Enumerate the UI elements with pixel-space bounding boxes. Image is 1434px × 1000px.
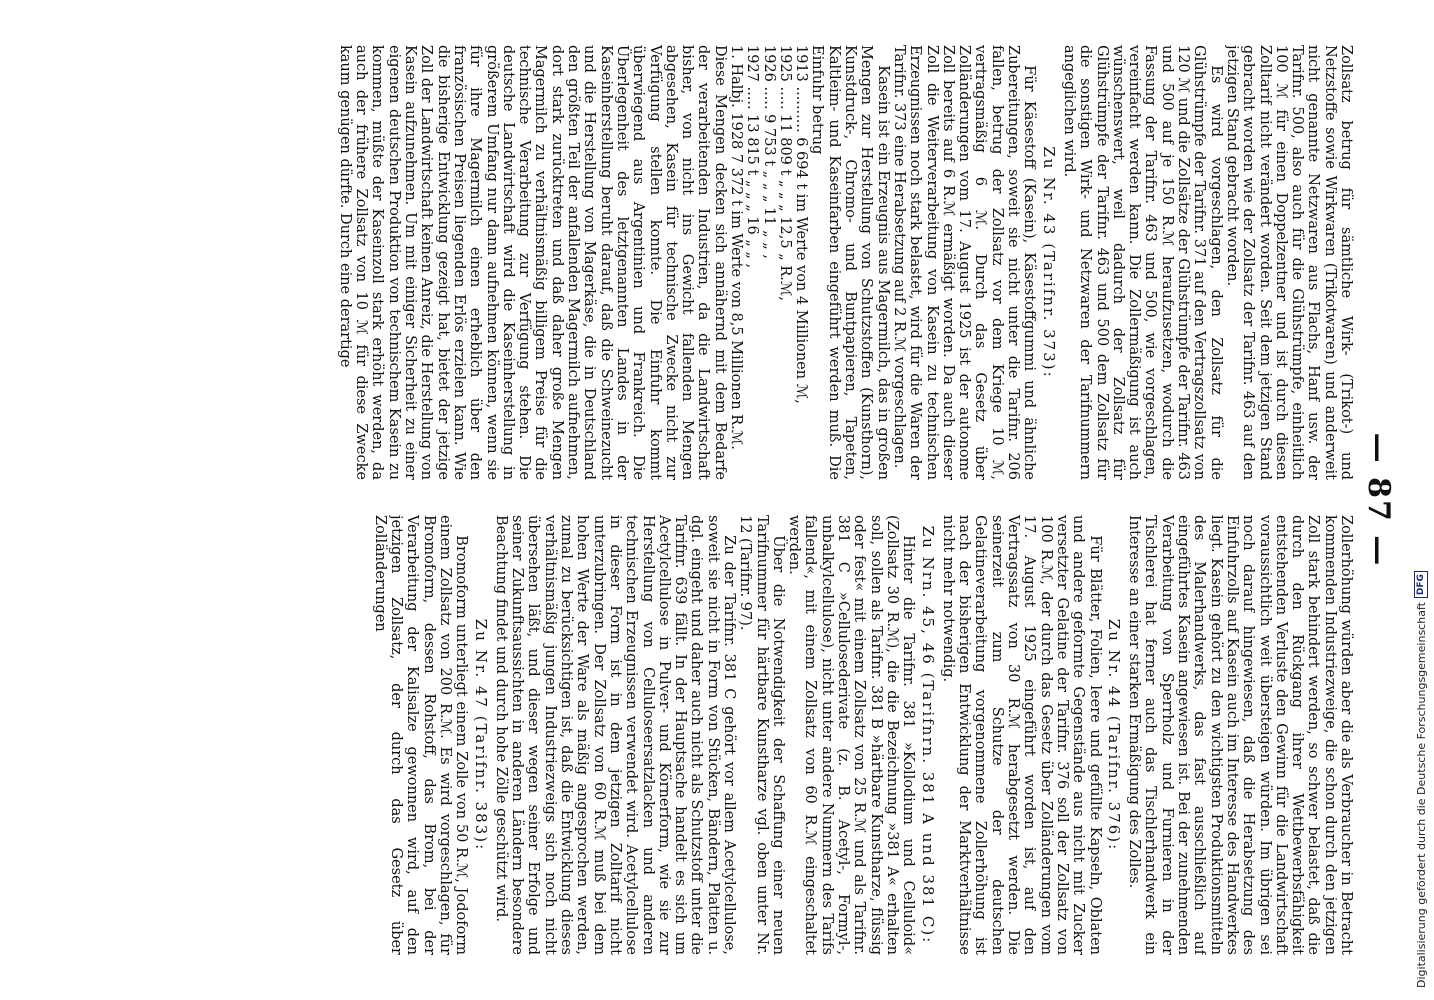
section-heading: Zu Nr. 47 (Tarifnr. 383):	[471, 618, 490, 852]
paragraph: Es wird vorgeschlagen, den Zollsatz für die Glühstrümpfe der Tarifnr. 371 auf den Vertragszollsatz von 120 ℳ und die Zollsätze der Glühstrümpfe der Tarifnr. 463 und 500 auf je 150 R.ℳ heraufzusetzen, wodurch die Fassung der Tarifnr. 463 und 500, wie vorgeschlagen, vereinfacht werden kann. Die Zollermäßigung ist auch wünschenswert, weil dadurch der Zollsatz für Glühstrümpfe der Tarifnr. 463 und 500 dem Zollsatz für die sonstigen Wirk- und Netzwaren der Tarifnummern angeglichen wird.	[1060, 45, 1224, 480]
section-heading: Zu Nrn. 45, 46 (Tarifnrn. 381 A und 381 C):	[918, 525, 937, 945]
paragraph: Bromoform unterliegt einem Zolle von 50 R.ℳ, Jodoform einem Zollsatz von 200 R.ℳ. Es wird vorgeschlagen, für Bromoform, dessen Rohstoff, das Brom, bei der Verarbeitung der Kalisalze gewonnen wird, auf den jetzigen Zollsatz, der durch das Gesetz über Zolländerungen	[371, 515, 470, 955]
table-row: 1927 ..... 13 815 t „ „ „ 16 „ „ ,	[744, 45, 761, 269]
digitization-credit	[1408, 0, 1434, 1000]
table-row: 1. Halbj. 1928 7 372 t im Werte von 8,5 Millionen R.ℳ.	[728, 45, 745, 450]
dfg-logo: DFG	[1414, 571, 1428, 598]
paragraph: Zu der Tarifnr. 381 C gehört vor allem Acetylcellulose, soweit sie nicht in Form von Stücken, Bändern, Platten u. dgl. eingeht und daher auch nicht als Schutzstoff unter die Tarifnr. 639 fällt. In der Hauptsache handelt es sich um Acetylcellulose in Pulver- und Körnerform, wie sie zur Herstellung von Celluloseersatzlacken und anderen technischen Erzeugnissen verwendet wird. Acetylcellulose in dieser Form ist in dem jetzigen Zolltarif nicht unterzubringen. Der Zollsatz von 60 R.ℳ muß bei dem hohen Werte der Ware als mäßig angesprochen werden, zumal zu berücksichtigen ist, daß die Entwicklung dieses verhältnismäßig jungen Industriezweigs sich noch nicht übersehen läßt, und dieser wegen seiner Erfolge und seiner Zukunftsaussichten in anderen Ländern besondere Beachtung findet und durch hohe Zölle geschützt wird.	[492, 515, 738, 955]
paragraph: Für Blätter, Folien, leere und gefüllte Kapseln, Oblaten und andere geformte Gegenstände aus nicht mit Zucker versetzter Gelatine der Tarifnr. 376 soll der Zollsatz von 100 R.ℳ, der durch das Gesetz über Zolländerungen vom 17. August 1925 eingeführt worden ist, auf den Vertragssatz von 30 R.ℳ herabgesetzt werden. Die seinerzeit zum Schutze der deutschen Gelatineverarbeitung vorgenommene Zollerhöhung ist nach der bisherigen Entwicklung der Marktverhältnisse nicht mehr notwendig.	[939, 515, 1103, 955]
table-row: 1926 ..... 9 753 t „ „ „ 11 „ „ ,	[760, 45, 777, 259]
credit-text: Digitalisierung gefördert durch die Deutsche Forschungsgemeinschaft	[1414, 602, 1428, 988]
section-heading: Zu Nr. 44 (Tarifnr. 376):	[1104, 618, 1123, 852]
paragraph: Hinter die Tarifnr. 381 »Kollodium und Celluloid« (Zollsatz 30 R.ℳ), die die Bezeichnung »381 A« erhalten soll, sollen als Tarifnr. 381 B »härtbare Kunstharze, flüssig oder fest« mit einem Zollsatz von 25 R.ℳ und als Tarifnr. 381 C »Cellulosederivate (z. B. Acetyl-, Formyl-, unbalkylcellulose), nicht unter andere Nummern des Tarifs fallend«, mit einem Zollsatz von 60 R.ℳ eingeschaltet werden.	[786, 515, 917, 955]
paragraph: Diese Mengen decken sich annähernd mit dem Bedarfe der verarbeitenden Industrien, da die Landwirtschaft bisher, von nicht ins Gewicht fallenden Mengen abgesehen, Kasein für technische Zwecke nicht zur Verfügung stellen konnte. Die Einfuhr kommt überwiegend aus Argentinien und Frankreich. Die Überlegenheit des letztgenannten Landes in der Kaseinherstellung beruht darauf, daß die Schweinezucht und die Herstellung von Magerkäse, die in Deutschland den größten Teil der anfallenden Magermilch aufnehmen, dort stark zurücktreten und daß daher große Mengen Magermilch zu verhältnismäßig billigem Preise für die technische Verarbeitung zur Verfügung stehen. Die deutsche Landwirtschaft wird die Kaseinherstellung in größerem Umfang nur dann aufnehmen können, wenn sie für ihre Magermilch einen erheblich über den französischen Preisen liegenden Erlös erzielen kann. Wie die bisherige Entwicklung gezeigt hat, bietet der jetzige Zoll der Landwirtschaft keinen Anreiz, die Herstellung von Kasein aufzunehmen. Um mit einiger Sicherheit zu einer eigenen deutschen Produktion von technischem Kasein zu kommen, müßte der Kaseinzoll stark erhöht werden, da auch der frühere Zollsatz von 10 ℳ für diese Zwecke kaum genügen dürfte. Durch eine derartige	[336, 45, 728, 480]
paragraph: Zollsatz betrug für sämtliche Wirk- (Trikot-) und Netzstoffe sowie Wirkwaren (Trikotwaren) und anderweit nicht genannte Netzwaren aus Flachs, Hanf usw. der Tarifnr. 500, also auch für die Glühstrümpfe, einheitlich 100 ℳ für einen Doppelzentner und ist durch diesen Zolltarif nicht verändert worden. Seit dem jetzigen Stand gebracht worden wie der Zollsatz der Tarifnr. 463 auf den jetzigen Stand gebracht worden.	[1223, 45, 1354, 480]
paragraph: Über die Notwendigkeit der Schaffung einer neuen Tarifnummer für härtbare Kunstharze vgl. oben unter Nr. 12 (Tarifnr. 97).	[737, 515, 786, 955]
table-row: 1925 ..... 11 809 t „ „ „ 12,5 „ R.ℳ,	[776, 45, 793, 301]
paragraph: Für Käsestoff (Kasein), Käsestoffgummi und ähnliche Zubereitungen, soweit sie nicht unter die Tarifnr. 206 fallen, betrug der Zollsatz vor dem Kriege 10 ℳ, vertragsmäßig 6 ℳ. Durch das Gesetz über Zolländerungen vom 17. August 1925 ist der autonome Zoll bereits auf 6 R.ℳ ermäßigt worden. Da auch dieser Zoll die Weiterverarbeitung von Kasein zu technischen Erzeugnissen noch stark belastet, wird für die Waren der Tarifnr. 373 eine Herabsetzung auf 2 R.ℳ vorgeschlagen.	[890, 45, 1038, 480]
left-text-column	[54, 45, 1354, 480]
page-number: — 87 —	[1361, 432, 1396, 568]
table-row: 1913 .......... 6 694 t im Werte von 4 Millionen ℳ,	[793, 45, 810, 404]
paragraph: Kasein ist ein Erzeugnis aus Magermilch, das in großen Mengen zur Herstellung von Schutzstoffen (Kunsthorn), Kunstdruck-, Chromo- und Buntpapieren, Tapeten, Kaltleim- und Kaseinfarben eingeführt werden muß. Die Einfuhr betrug	[809, 45, 891, 480]
section-heading: Zu Nr. 43 (Tarifnr. 373):	[1039, 146, 1058, 379]
right-text-column	[54, 515, 1354, 955]
paragraph: Zollerhöhung würden aber die als Verbraucher in Betracht kommenden Industriezweige, die schon durch den jetzigen Zoll stark behindert werden, so schwer belastet, daß die durch den Rückgang ihrer Wettbewerbsfähigkeit entstehenden Verluste den Gewinn für die Landwirtschaft voraussichtlich weit übersteigen würden. Im übrigen sei noch darauf hingewiesen, daß die Herabsetzung des Einfuhrzolls auf Kasein auch im Interesse des Handwerkes liegt. Kasein gehört zu den wichtigsten Produktionsmitteln des Malerhandwerks, das fast ausschließlich auf eingeführtes Kasein angewiesen ist. Bei der zunehmenden Verarbeitung von Sperrholz und Furnieren in der Tischlerei hat ferner auch das Tischlerhandwerk ein Interesse an einer starken Ermäßigung des Zolles.	[1126, 515, 1354, 955]
import-statistics-table	[728, 45, 809, 480]
